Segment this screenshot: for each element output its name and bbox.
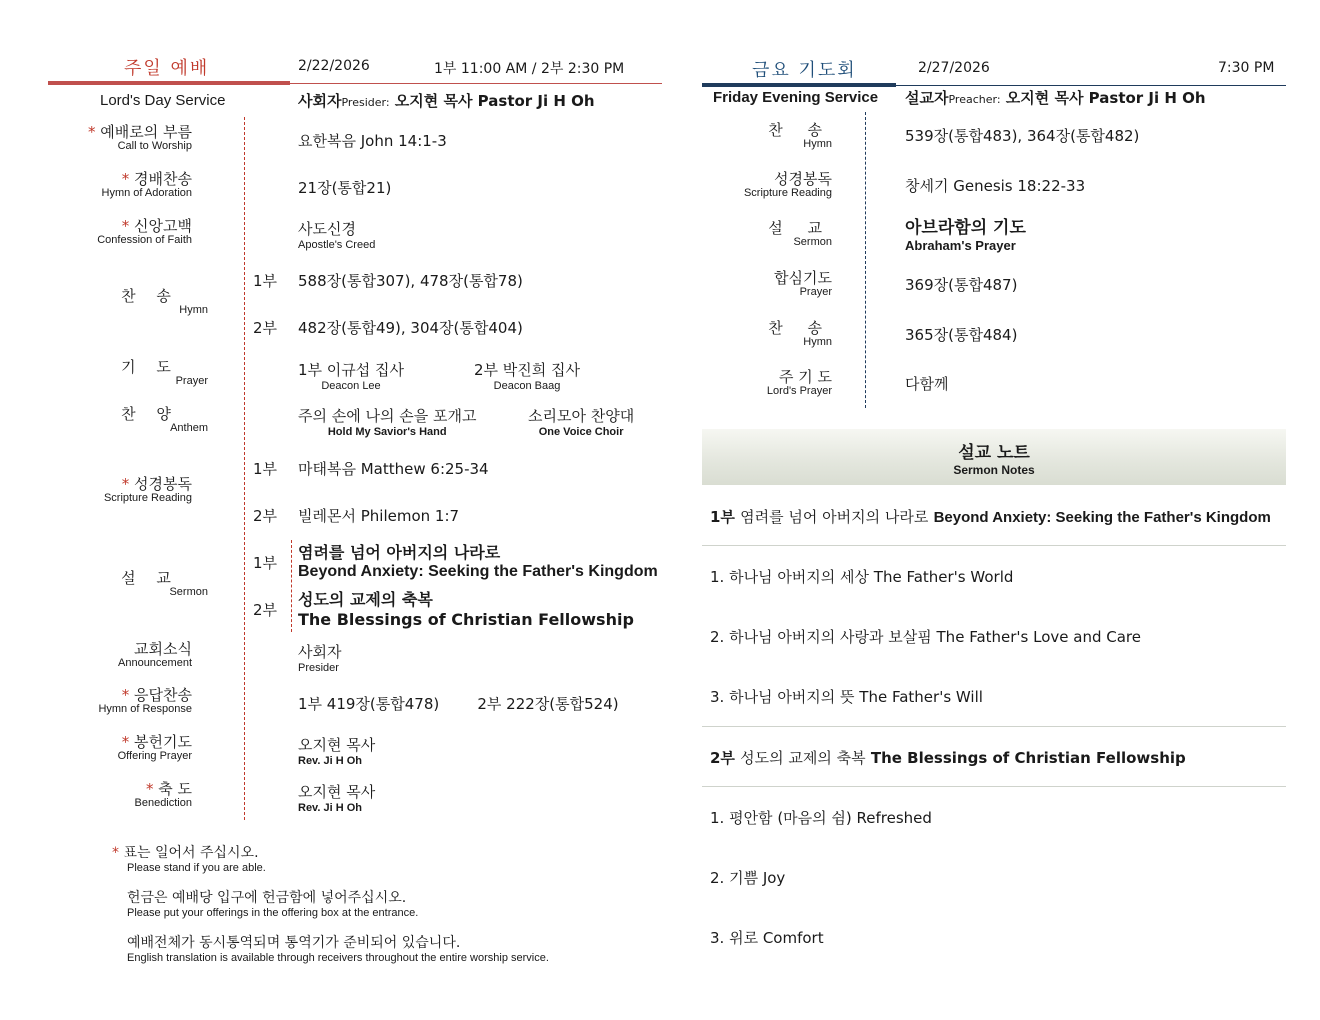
sunday-title: 주일 예배 (124, 58, 210, 79)
label-offering-prayer: * 봉헌기도 Offering Prayer (117, 733, 192, 762)
friday-value-lords-prayer: 다함께 (905, 375, 949, 393)
sermon-s1-label: 1부 (253, 554, 278, 572)
value-hymn-adoration: 21장(통합21) (298, 179, 392, 197)
sermon-notes-header: 설교 노트 Sermon Notes (702, 429, 1286, 485)
friday-value-prayer: 369장(통합487) (905, 276, 1018, 294)
note-translation: 예배전체가 동시통역되며 통역기가 준비되어 있습니다. English translation is available through receivers throughout the entire worship service. (127, 935, 549, 964)
sunday-date: 2/22/2026 (298, 58, 370, 74)
friday-label-hymn-1: 찬 송 Hymn (768, 121, 832, 150)
scripture-s2-value: 빌레몬서 Philemon 1:7 (298, 507, 460, 525)
friday-value-hymn-2: 365장(통합484) (905, 326, 1018, 344)
sunday-header-bar (48, 81, 290, 85)
sermon-s2-title-en: The Blessings of Christian Fellowship (298, 610, 634, 629)
friday-subtitle: Friday Evening Service (713, 89, 879, 106)
sermon-divider (291, 540, 292, 632)
friday-divider (865, 112, 866, 408)
value-announcement: 사회자 Presider (298, 643, 342, 674)
prayer-s1: 1부 이규섭 집사 Deacon Lee (298, 361, 405, 392)
friday-label-sermon: 설 교 Sermon (768, 219, 832, 248)
label-benediction: * 축 도 Benediction (134, 780, 192, 809)
value-hymn-response: 1부 419장(통합478) 2부 222장(통합524) (298, 695, 619, 713)
prayer-s2: 2부 박진희 집사 Deacon Baag (474, 361, 581, 392)
notes-s2-title: 2부 성도의 교제의 축복 The Blessings of Christian Fellowship (710, 749, 1186, 767)
preacher: 설교자Preacher: 오지현 목사 Pastor Ji H Oh (905, 89, 1206, 107)
label-hymn: 찬 송 Hymn (121, 287, 208, 316)
friday-label-lords-prayer: 주 기 도 Lord's Prayer (766, 368, 832, 397)
friday-time: 7:30 PM (1218, 60, 1275, 76)
note-stand: * 표는 일어서 주십시오. Please stand if you are able. (112, 845, 266, 874)
presider: 사회자Presider: 오지현 목사 Pastor Ji H Oh (298, 92, 595, 110)
note-offering: 헌금은 예배당 입구에 헌금함에 넣어주십시오. Please put your offerings in the offering box at the entrance. (127, 890, 419, 919)
label-announcement: 교회소식 Announcement (118, 640, 192, 669)
value-confession: 사도신경 Apostle's Creed (298, 220, 376, 251)
label-prayer: 기 도 Prayer (121, 358, 208, 387)
sermon-s2-label: 2부 (253, 601, 278, 619)
sunday-subtitle: Lord's Day Service (100, 92, 226, 109)
label-anthem: 찬 양 Anthem (121, 405, 208, 434)
friday-value-sermon: 아브라함의 기도 Abraham's Prayer (905, 218, 1026, 253)
notes-s1-point: 2. 하나님 아버지의 사랑과 보살핌 The Father's Love and Care (710, 628, 1141, 646)
sermon-s1-title-en: Beyond Anxiety: Seeking the Father's Kingdom (298, 563, 658, 580)
scripture-s2-label: 2부 (253, 507, 278, 525)
anthem-title: 주의 손에 나의 손을 포개고 Hold My Savior's Hand (298, 407, 477, 438)
notes-s1-point: 3. 하나님 아버지의 뜻 The Father's Will (710, 688, 983, 706)
sunday-divider (244, 117, 245, 820)
friday-date: 2/27/2026 (918, 60, 990, 76)
sermon-s2-title-ko: 성도의 교제의 축복 (298, 590, 433, 609)
value-benediction: 오지현 목사 Rev. Ji H Oh (298, 783, 376, 814)
notes-rule (702, 545, 1286, 546)
sunday-times: 1부 11:00 AM / 2부 2:30 PM (434, 61, 625, 77)
notes-s1-title: 1부 염려를 넘어 아버지의 나라로 Beyond Anxiety: Seeking the Father's Kingdom (710, 508, 1271, 526)
notes-rule (702, 726, 1286, 727)
hymn-s2-label: 2부 (253, 319, 278, 337)
hymn-s1-label: 1부 (253, 272, 278, 290)
notes-s2-point: 2. 기쁨 Joy (710, 869, 786, 887)
label-confession: * 신앙고백 Confession of Faith (97, 217, 192, 246)
label-scripture: * 성경봉독 Scripture Reading (103, 475, 192, 504)
notes-rule (702, 786, 1286, 787)
friday-label-prayer: 합심기도 Prayer (774, 269, 832, 298)
label-sermon: 설 교 Sermon (121, 569, 208, 598)
friday-header-rule (896, 85, 1286, 86)
notes-s1-point: 1. 하나님 아버지의 세상 The Father's World (710, 568, 1014, 586)
value-offering-prayer: 오지현 목사 Rev. Ji H Oh (298, 736, 376, 767)
scripture-s1-label: 1부 (253, 460, 278, 478)
friday-value-scripture: 창세기 Genesis 18:22-33 (905, 177, 1086, 195)
sermon-s1-title-ko: 염려를 넘어 아버지의 나라로 (298, 543, 501, 562)
anthem-choir: 소리모아 찬양대 One Voice Choir (528, 407, 635, 438)
friday-label-hymn-2: 찬 송 Hymn (768, 319, 832, 348)
label-hymn-response: * 응답찬송 Hymn of Response (98, 686, 192, 715)
hymn-s1-value: 588장(통합307), 478장(통합78) (298, 272, 523, 290)
sunday-header-rule (290, 83, 662, 84)
friday-title: 금요 기도회 (752, 60, 857, 81)
label-call-to-worship: * 예배로의 부름 Call to Worship (88, 123, 192, 152)
friday-value-hymn-1: 539장(통합483), 364장(통합482) (905, 127, 1140, 145)
hymn-s2-value: 482장(통합49), 304장(통합404) (298, 319, 523, 337)
friday-label-scripture: 성경봉독 Scripture Reading (743, 170, 832, 199)
notes-s2-point: 1. 평안함 (마음의 쉼) Refreshed (710, 809, 932, 827)
friday-header-bar (702, 83, 896, 87)
notes-s2-point: 3. 위로 Comfort (710, 929, 824, 947)
value-call-to-worship: 요한복음 John 14:1-3 (298, 132, 447, 150)
label-hymn-adoration: * 경배찬송 Hymn of Adoration (101, 170, 192, 199)
scripture-s1-value: 마태복음 Matthew 6:25-34 (298, 460, 489, 478)
